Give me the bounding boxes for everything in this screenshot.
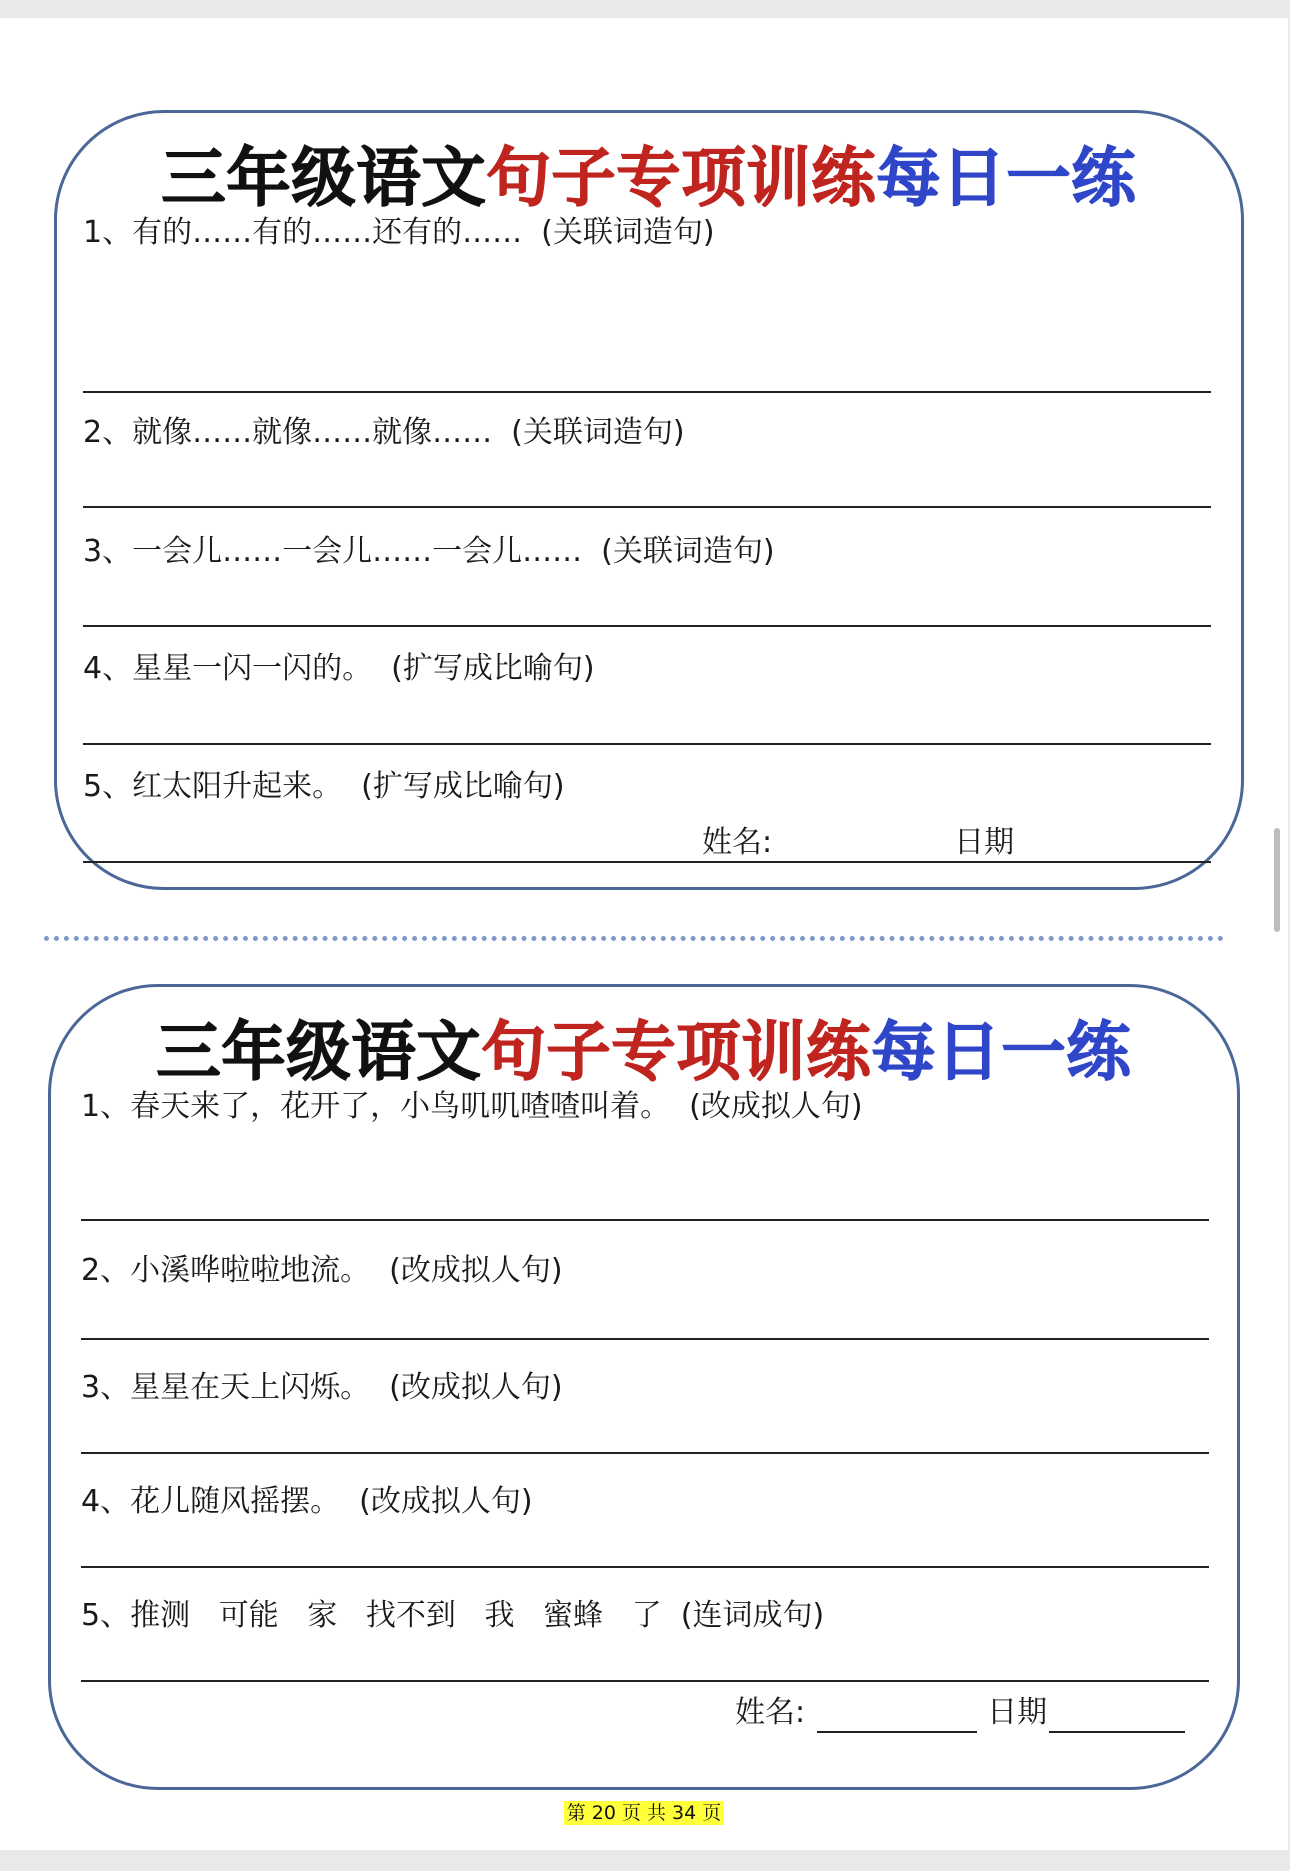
title-part-daily: 每日一练 [871, 1016, 1132, 1090]
question-text: 4、星星一闪一闪的。 (扩写成比喻句) [83, 651, 595, 686]
question-item [81, 1340, 1209, 1454]
date-field[interactable] [1049, 1697, 1185, 1733]
title-part-daily: 每日一练 [876, 142, 1137, 216]
title-part-grade: 三年级语文 [156, 1016, 482, 1090]
question-item [83, 393, 1211, 508]
question-item [81, 1454, 1209, 1568]
title-part-topic: 句子专项训练 [486, 142, 877, 216]
answer-line[interactable] [81, 1680, 1209, 1682]
question-item [81, 1221, 1209, 1340]
name-field[interactable] [817, 1697, 977, 1733]
date-label: 日期 [954, 825, 1015, 860]
title-part-topic: 句子专项训练 [481, 1016, 872, 1090]
question-text: 3、星星在天上闪烁。 (改成拟人句) [81, 1370, 563, 1405]
date-label: 日期 [987, 1695, 1048, 1730]
question-item [83, 508, 1211, 627]
question-text: 3、一会儿……一会儿……一会儿…… (关联词造句) [83, 534, 775, 569]
date-field[interactable] [1016, 827, 1152, 863]
name-label: 姓名: [735, 1695, 806, 1730]
worksheet-card-2 [48, 984, 1240, 1790]
title-part-grade: 三年级语文 [161, 142, 487, 216]
question-item [81, 1568, 1209, 1682]
name-date-row [702, 823, 1152, 863]
name-date-row [735, 1693, 1185, 1733]
question-text: 5、推测 可能 家 找不到 我 蜜蜂 了 (连词成句) [81, 1598, 825, 1633]
question-item [83, 627, 1211, 745]
question-text: 1、春天来了，花开了，小鸟叽叽喳喳叫着。 (改成拟人句) [81, 1089, 863, 1124]
question-text: 5、红太阳升起来。 (扩写成比喻句) [83, 769, 565, 804]
question-text: 2、就像……就像……就像…… (关联词造句) [83, 415, 685, 450]
vertical-scrollbar[interactable] [1274, 828, 1280, 932]
question-text: 1、有的……有的……还有的…… (关联词造句) [83, 215, 715, 250]
page-indicator: 第 20 页 共 34 页 [564, 1801, 725, 1825]
name-field[interactable] [784, 827, 944, 863]
page-footer [0, 1800, 1288, 1826]
page-divider [44, 936, 1224, 941]
worksheet-card-1 [54, 110, 1244, 890]
question-text: 2、小溪哗啦啦地流。 (改成拟人句) [81, 1253, 563, 1288]
worksheet-title [51, 1013, 1237, 1093]
name-label: 姓名: [702, 825, 773, 860]
document-page [0, 18, 1288, 1850]
question-item [81, 1087, 1209, 1221]
worksheet-title [57, 139, 1241, 219]
question-text: 4、花儿随风摇摆。 (改成拟人句) [81, 1484, 533, 1519]
question-item [83, 213, 1211, 393]
